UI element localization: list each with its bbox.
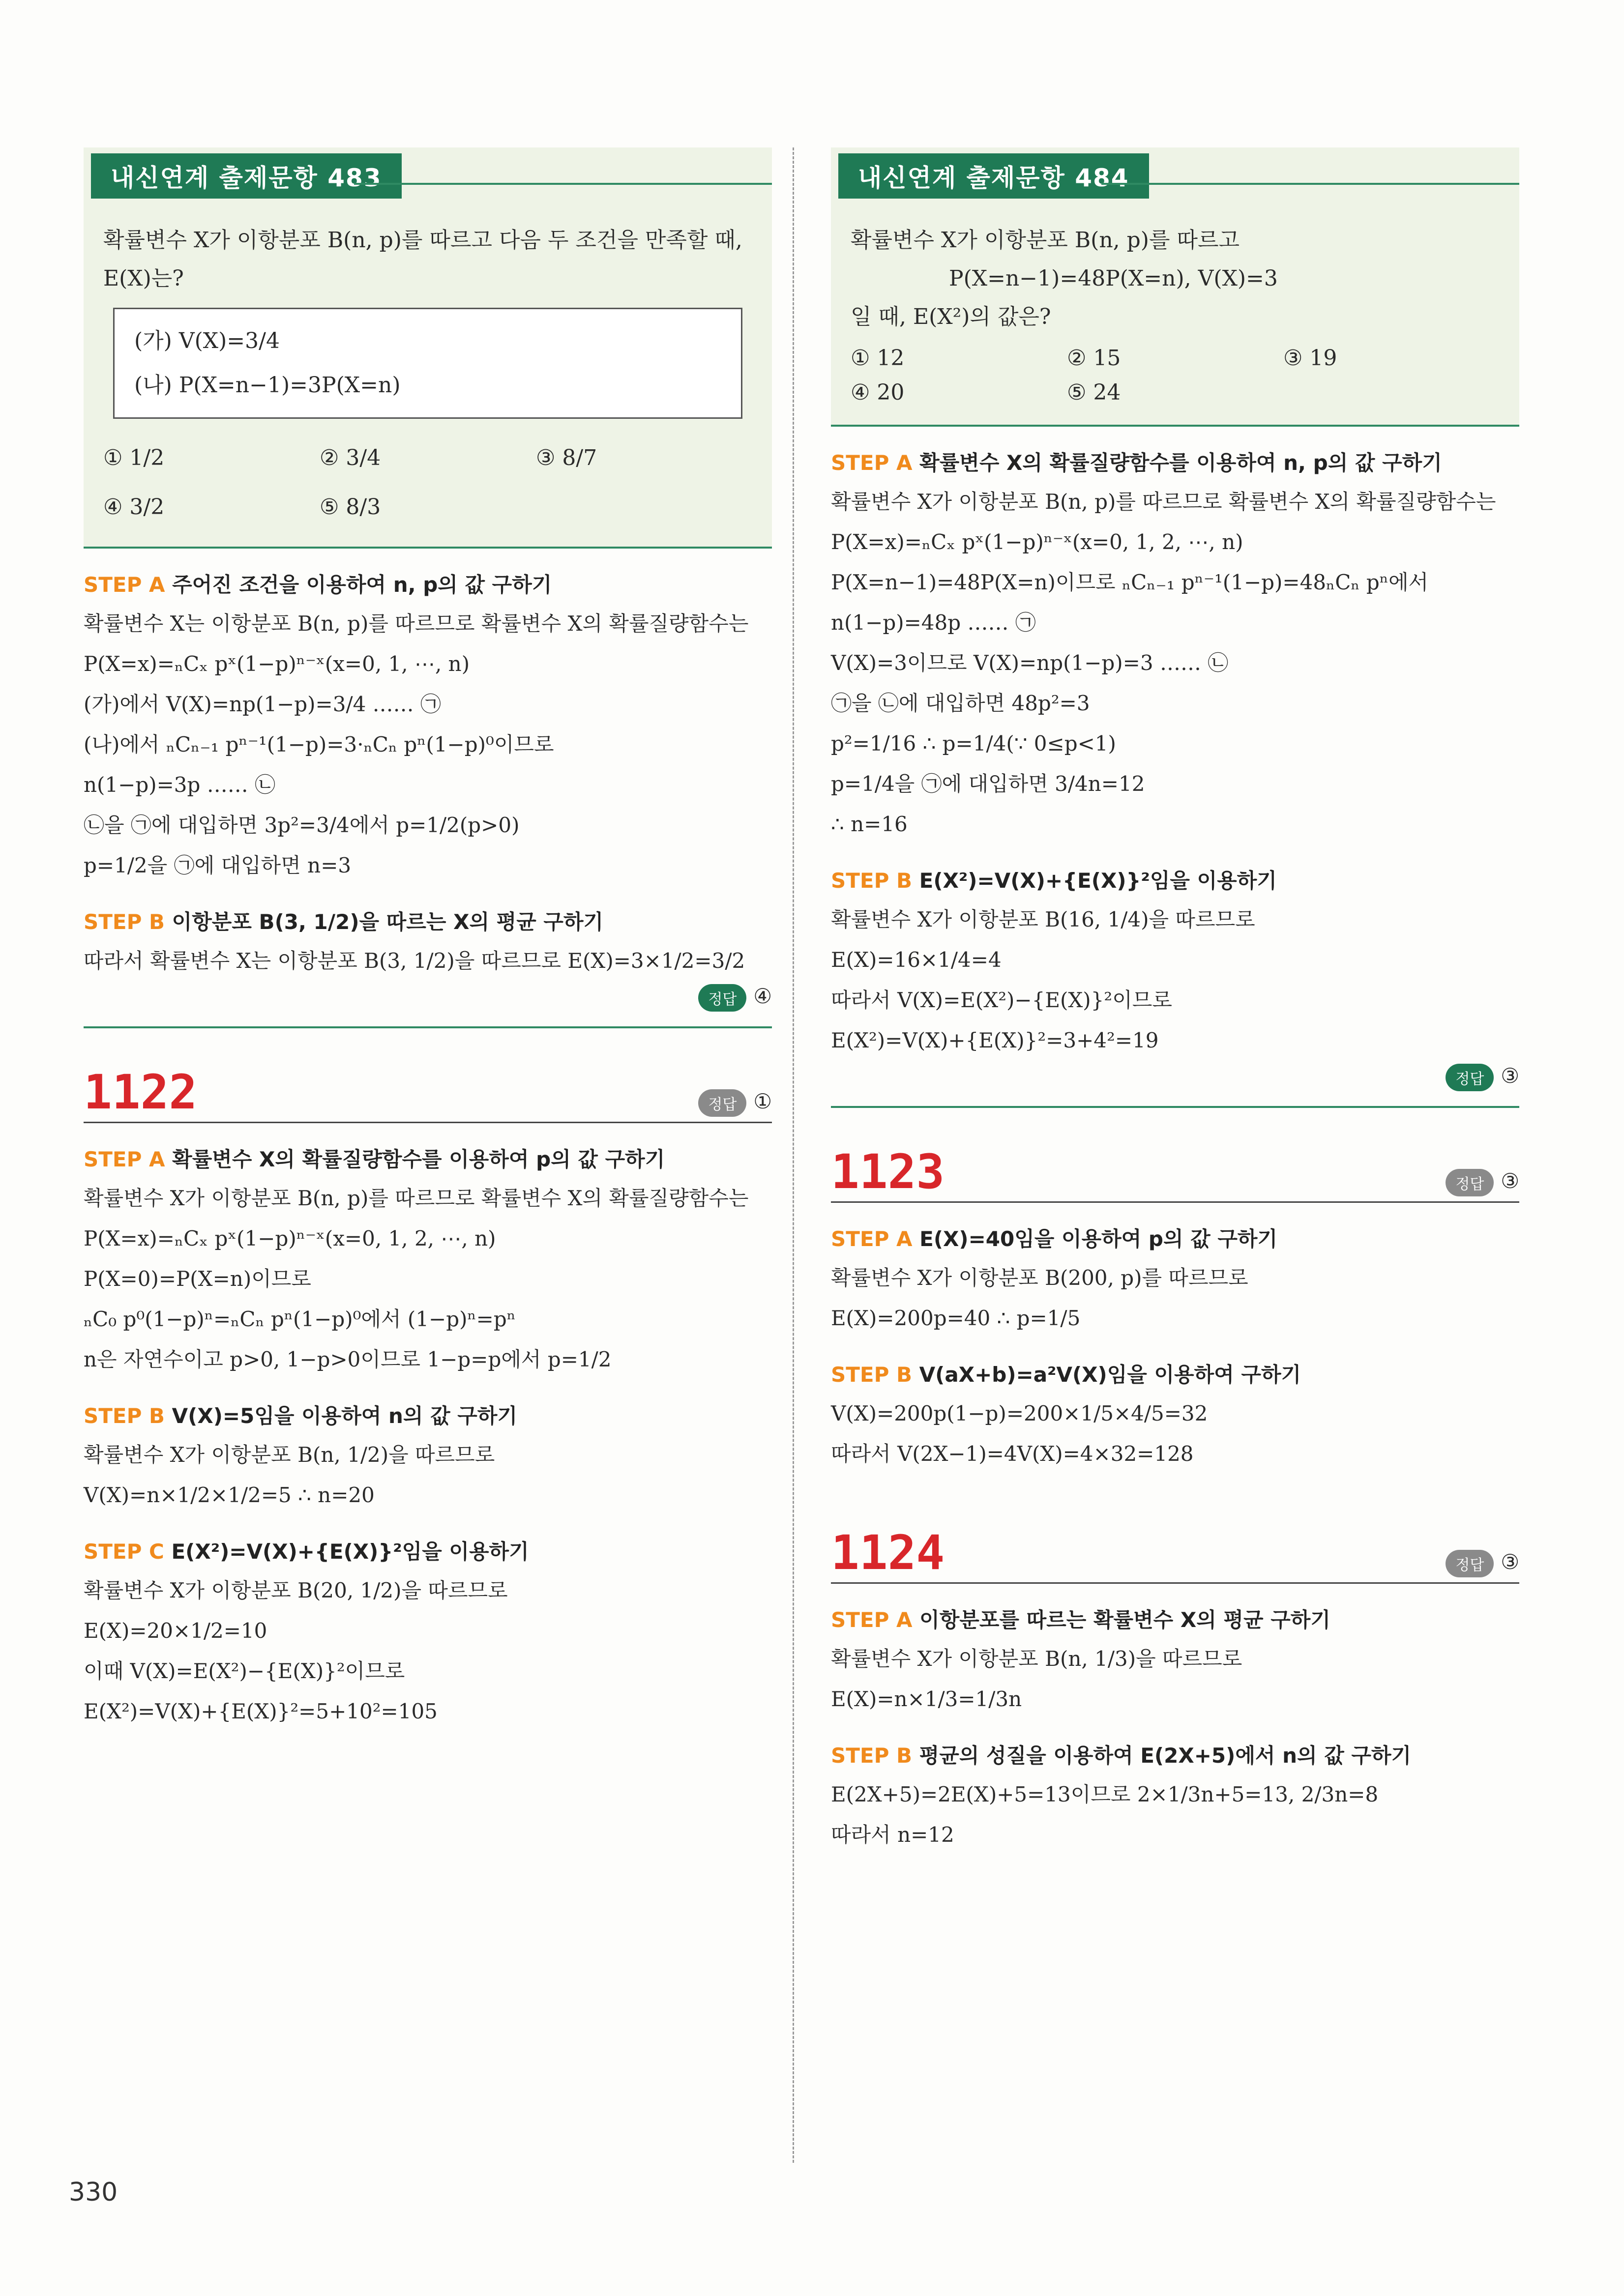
problem-483-box xyxy=(84,147,772,549)
solution-line: n(1−p)=3p …… ㉡ xyxy=(84,773,276,797)
step-heading: STEP A 주어진 조건을 이용하여 n, p의 값 구하기 xyxy=(84,573,552,597)
section-rule xyxy=(831,1106,1519,1108)
tag-rule xyxy=(354,183,772,185)
left-column xyxy=(84,147,772,1732)
problem-1122-header xyxy=(84,1065,772,1123)
problem-1123-header xyxy=(831,1144,1519,1203)
choice: ③ 19 xyxy=(1283,346,1337,371)
solution-line: ㉡을 ㉠에 대입하면 3p²=3/4에서 p=1/2(p>0) xyxy=(84,813,520,837)
solution-line: 확률변수 X가 이항분포 B(n, 1/2)을 따르므로 xyxy=(84,1443,495,1467)
solution-line: P(X=n−1)=48P(X=n)이므로 ₙCₙ₋₁ pⁿ⁻¹(1−p)=48ₙCₙ pⁿ에서 xyxy=(831,570,1429,594)
solution-line: ∴ n=16 xyxy=(831,812,908,836)
answer-mark: 정답 ③ xyxy=(1446,1169,1519,1196)
solution-line: 확률변수 X가 이항분포 B(200, p)를 따르므로 xyxy=(831,1266,1248,1290)
problem-tag: 내신연계 출제문항 483 xyxy=(91,153,402,199)
solution-line: 따라서 V(X)=E(X²)−{E(X)}²이므로 xyxy=(831,988,1172,1012)
step-heading: STEP A 이항분포를 따르는 확률변수 X의 평균 구하기 xyxy=(831,1608,1330,1632)
solution-line: E(X)=20×1/2=10 xyxy=(84,1619,267,1643)
solution-line: n은 자연수이고 p>0, 1−p>0이므로 1−p=p에서 p=1/2 xyxy=(84,1347,612,1371)
solution-line: P(X=0)=P(X=n)이므로 xyxy=(84,1267,311,1291)
answer-choices xyxy=(103,434,752,532)
solution-line: E(X²)=V(X)+{E(X)}²=3+4²=19 xyxy=(831,1028,1159,1052)
solution-line: p=1/2을 ㉠에 대입하면 n=3 xyxy=(84,853,352,877)
choice: ③ 8/7 xyxy=(536,445,597,470)
question-line: E(X)는? xyxy=(103,266,184,291)
solution-line: (나)에서 ₙCₙ₋₁ pⁿ⁻¹(1−p)=3·ₙCₙ pⁿ(1−p)⁰이므로 xyxy=(84,732,554,756)
page-number: 330 xyxy=(69,2178,118,2207)
problem-number: 1123 xyxy=(831,1144,945,1199)
solution-line: V(X)=3이므로 V(X)=np(1−p)=3 …… ㉡ xyxy=(831,651,1229,675)
answer-mark: 정답 ① xyxy=(698,1089,772,1117)
solution-line: 확률변수 X가 이항분포 B(n, p)를 따르므로 확률변수 X의 확률질량함수는 xyxy=(831,490,1496,514)
answer-mark: 정답 ③ xyxy=(831,1064,1519,1091)
step-heading: STEP B V(X)=5임을 이용하여 n의 값 구하기 xyxy=(84,1404,518,1428)
condition-box xyxy=(113,308,742,419)
question-line: 확률변수 X가 이항분포 B(n, p)를 따르고 xyxy=(851,228,1240,253)
problem-1124-header xyxy=(831,1525,1519,1584)
step-heading: STEP B 평균의 성질을 이용하여 E(2X+5)에서 n의 값 구하기 xyxy=(831,1744,1412,1768)
choice: ① 1/2 xyxy=(103,445,165,470)
question-line: P(X=n−1)=48P(X=n), V(X)=3 xyxy=(949,266,1278,291)
solution-line: E(X²)=V(X)+{E(X)}²=5+10²=105 xyxy=(84,1699,438,1723)
solution-line: 확률변수 X가 이항분포 B(n, p)를 따르므로 확률변수 X의 확률질량함수는 xyxy=(84,1186,749,1210)
solution-line: E(2X+5)=2E(X)+5=13이므로 2×1/3n+5=13, 2/3n=8 xyxy=(831,1782,1379,1806)
choice: ④ 20 xyxy=(851,380,905,405)
answer-mark: 정답 ③ xyxy=(1446,1550,1519,1577)
step-heading: STEP B E(X²)=V(X)+{E(X)}²임을 이용하기 xyxy=(831,869,1277,893)
solution-line: E(X)=n×1/3=1/3n xyxy=(831,1687,1022,1711)
step-heading: STEP B 이항분포 B(3, 1/2)을 따르는 X의 평균 구하기 xyxy=(84,910,604,934)
choice: ⑤ 8/3 xyxy=(320,494,381,520)
solution-line: V(X)=200p(1−p)=200×1/5×4/5=32 xyxy=(831,1401,1208,1425)
step-heading: STEP A E(X)=40임을 이용하여 p의 값 구하기 xyxy=(831,1227,1278,1251)
solution-line: P(X=x)=ₙCₓ pˣ(1−p)ⁿ⁻ˣ(x=0, 1, ⋯, n) xyxy=(84,652,470,676)
solution-line: n(1−p)=48p …… ㉠ xyxy=(831,610,1036,635)
choice: ④ 3/2 xyxy=(103,494,165,520)
solution-line: ㉠을 ㉡에 대입하면 48p²=3 xyxy=(831,691,1090,715)
step-heading: STEP A 확률변수 X의 확률질량함수를 이용하여 p의 값 구하기 xyxy=(84,1147,665,1171)
right-column xyxy=(831,147,1519,1855)
solution-line: E(X)=16×1/4=4 xyxy=(831,948,1002,972)
problem-number: 1124 xyxy=(831,1525,945,1580)
problem-number: 1122 xyxy=(84,1065,198,1120)
solution-line: P(X=x)=ₙCₓ pˣ(1−p)ⁿ⁻ˣ(x=0, 1, 2, ⋯, n) xyxy=(831,530,1243,554)
solution-line: p=1/4을 ㉠에 대입하면 3/4n=12 xyxy=(831,772,1145,796)
solution-line: p²=1/16 ∴ p=1/4(∵ 0≤p<1) xyxy=(831,731,1116,756)
choice: ② 3/4 xyxy=(320,445,381,470)
condition-item: (가) V(X)=3/4 xyxy=(134,328,280,353)
solution-line: 따라서 V(2X−1)=4V(X)=4×32=128 xyxy=(831,1442,1194,1466)
solution-line: P(X=x)=ₙCₓ pˣ(1−p)ⁿ⁻ˣ(x=0, 1, 2, ⋯, n) xyxy=(84,1226,496,1250)
answer-mark: 정답 ④ xyxy=(84,984,772,1012)
step-heading: STEP A 확률변수 X의 확률질량함수를 이용하여 n, p의 값 구하기 xyxy=(831,451,1442,475)
solution-line: E(X)=200p=40 ∴ p=1/5 xyxy=(831,1306,1081,1330)
solution-line: 따라서 n=12 xyxy=(831,1823,954,1847)
choice: ② 15 xyxy=(1067,346,1121,371)
solution-line: (가)에서 V(X)=np(1−p)=3/4 …… ㉠ xyxy=(84,692,442,716)
solution-line: ₙC₀ p⁰(1−p)ⁿ=ₙCₙ pⁿ(1−p)⁰에서 (1−p)ⁿ=pⁿ xyxy=(84,1307,516,1331)
problem-tag: 내신연계 출제문항 484 xyxy=(838,153,1149,199)
step-heading: STEP B V(aX+b)=a²V(X)임을 이용하여 구하기 xyxy=(831,1363,1301,1387)
solution-line: 확률변수 X가 이항분포 B(20, 1/2)을 따르므로 xyxy=(84,1578,508,1602)
solution-line: 이때 V(X)=E(X²)−{E(X)}²이므로 xyxy=(84,1659,405,1683)
section-rule xyxy=(84,1026,772,1028)
column-divider xyxy=(793,147,794,2163)
condition-item: (나) P(X=n−1)=3P(X=n) xyxy=(134,373,401,398)
step-heading: STEP C E(X²)=V(X)+{E(X)}²임을 이용하기 xyxy=(84,1540,529,1564)
problem-484-box xyxy=(831,147,1519,427)
choice: ① 12 xyxy=(851,346,905,371)
solution-line: V(X)=n×1/2×1/2=5 ∴ n=20 xyxy=(84,1483,375,1507)
solution-line: 따라서 확률변수 X는 이항분포 B(3, 1/2)을 따르므로 E(X)=3×1/2=3/2 xyxy=(84,949,745,973)
solution-line: 확률변수 X가 이항분포 B(n, 1/3)을 따르므로 xyxy=(831,1647,1242,1671)
question-line: 확률변수 X가 이항분포 B(n, p)를 따르고 다음 두 조건을 만족할 때, xyxy=(103,228,742,253)
answer-choices xyxy=(851,341,1500,410)
solution-line: 확률변수 X는 이항분포 B(n, p)를 따르므로 확률변수 X의 확률질량함수는 xyxy=(84,611,749,636)
tag-rule xyxy=(1101,183,1519,185)
choice: ⑤ 24 xyxy=(1067,380,1121,405)
question-line: 일 때, E(X²)의 값은? xyxy=(851,304,1051,329)
solution-line: 확률변수 X가 이항분포 B(16, 1/4)을 따르므로 xyxy=(831,907,1255,931)
